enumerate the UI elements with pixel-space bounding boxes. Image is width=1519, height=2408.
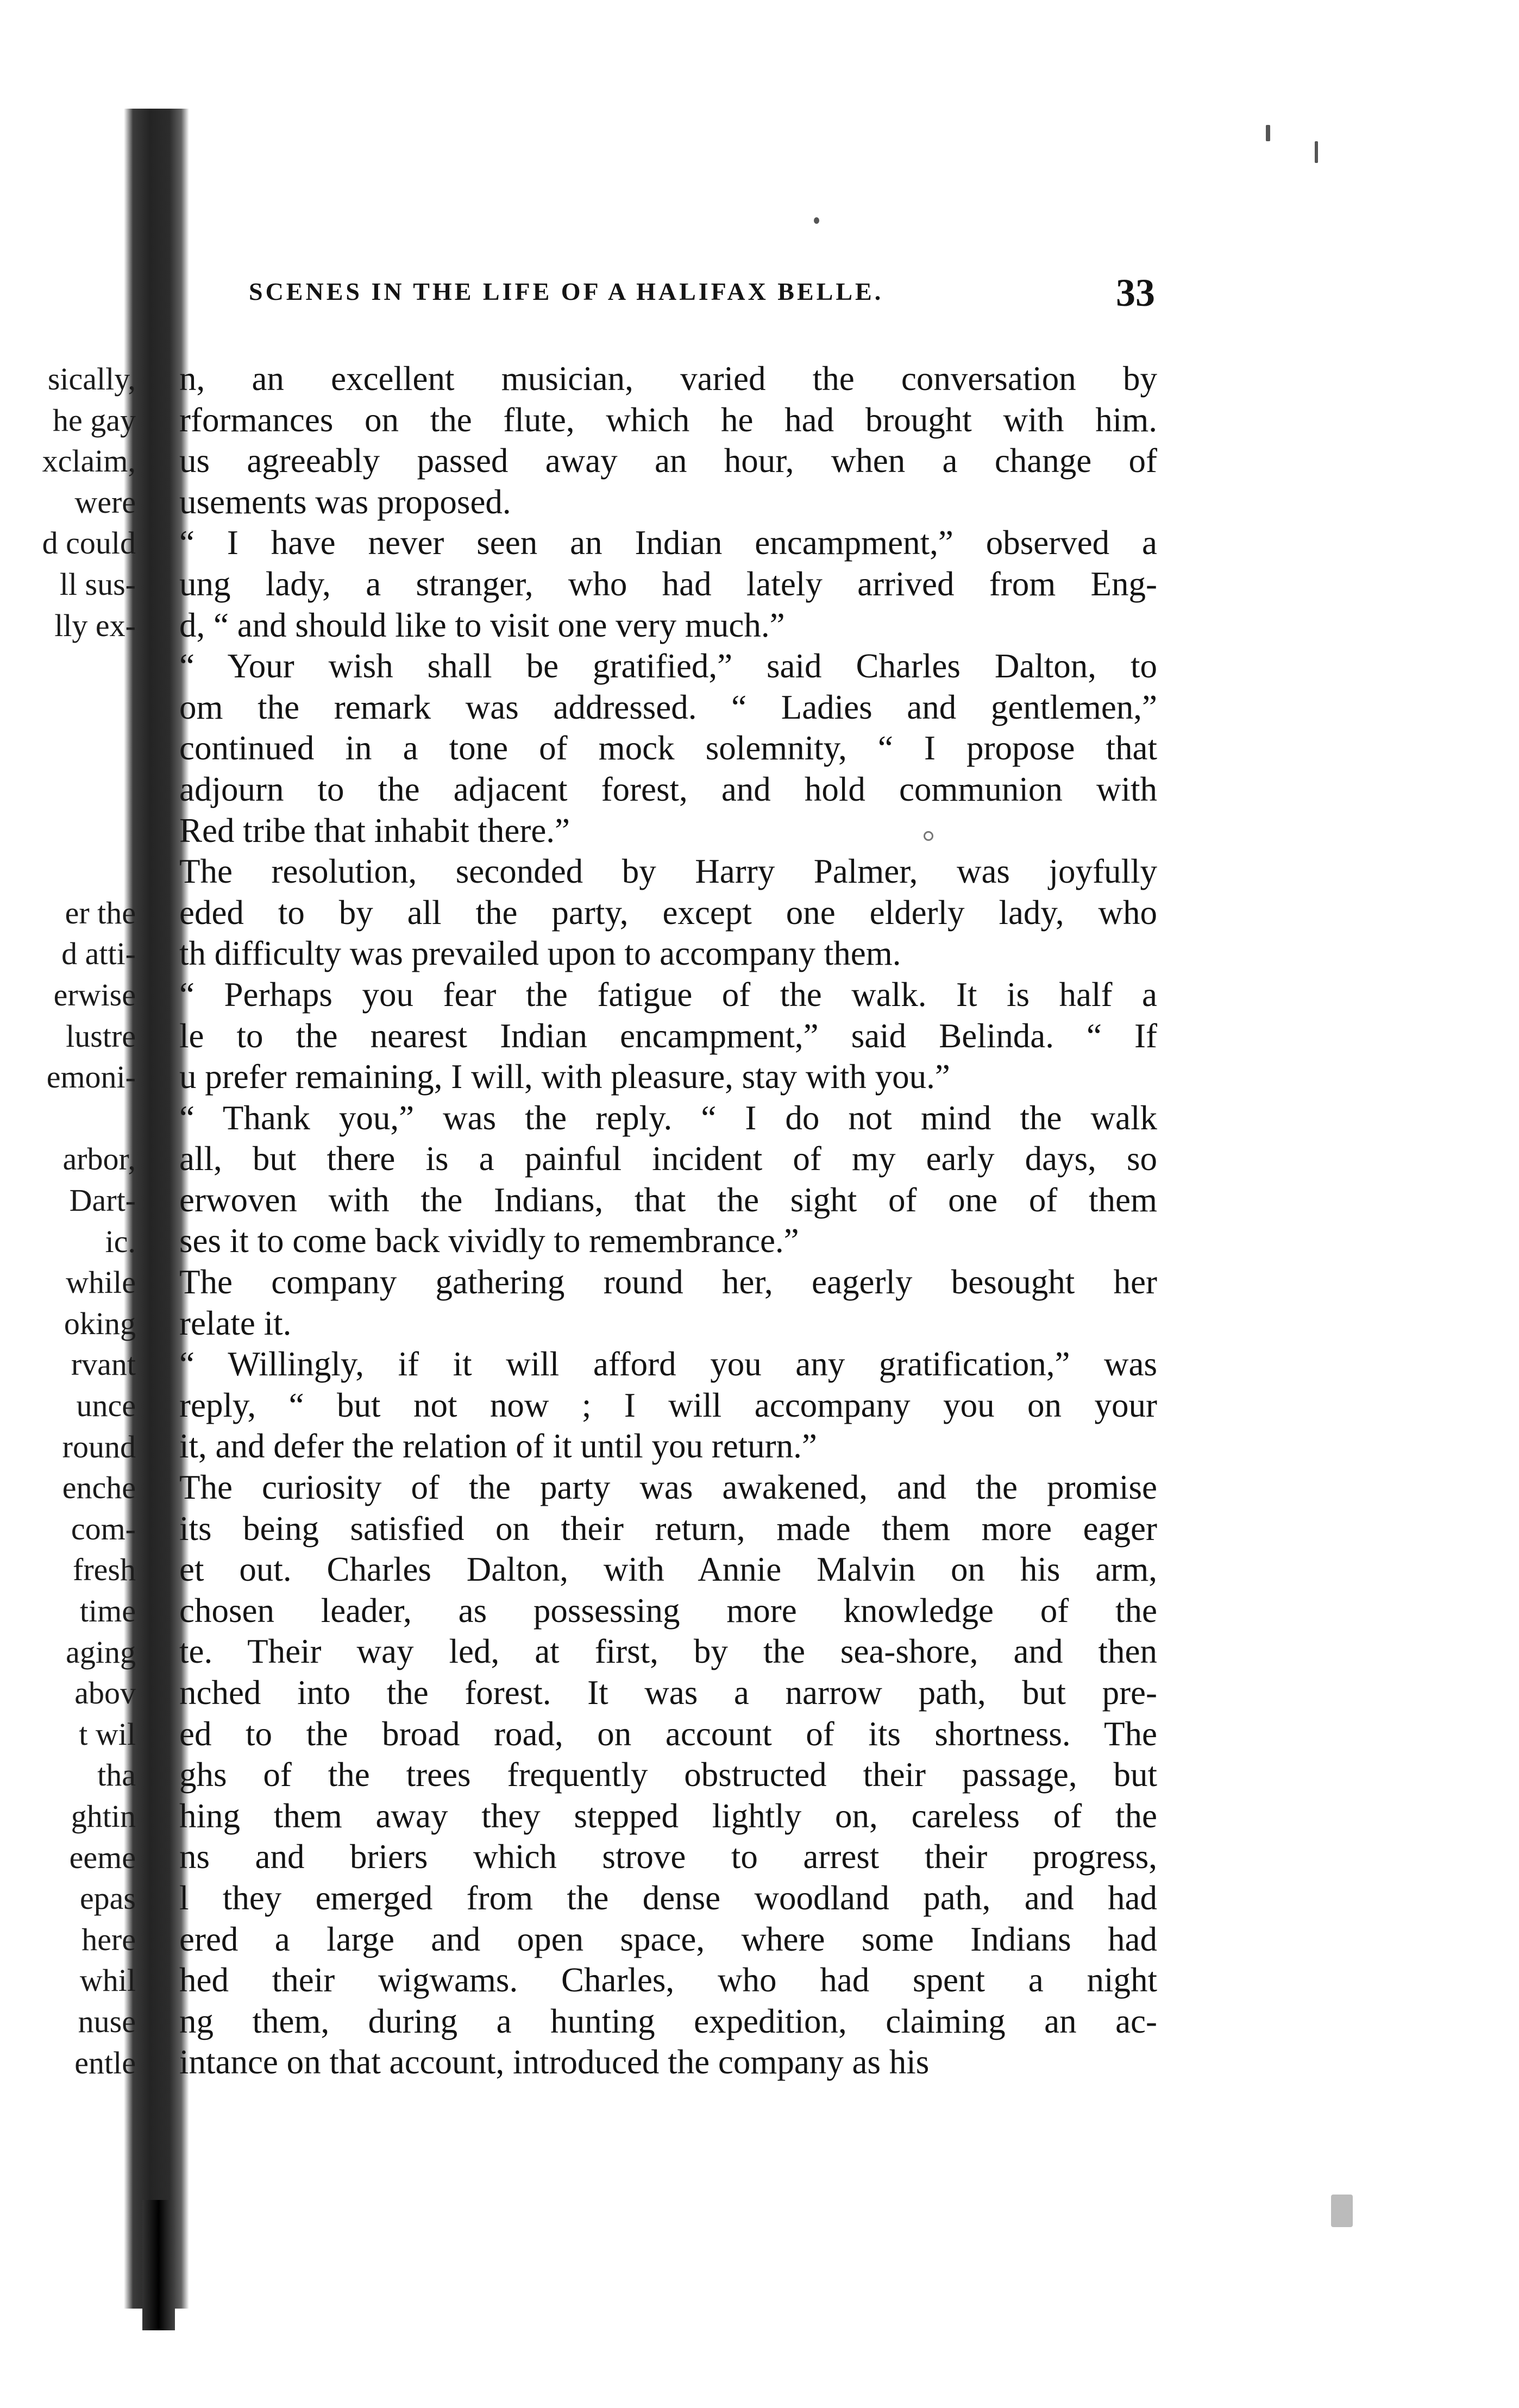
text-line: The company gathering round her, eagerly besought her [179,1263,1157,1302]
text-line: reply, “ but not now ; I will accompany you on your [179,1386,1157,1424]
facing-page-fragment: Dart- [69,1183,136,1218]
facing-page-fragment: com- [71,1511,136,1546]
binding-gutter-tail [142,2200,175,2330]
facing-page-fragment: round [62,1429,136,1464]
facing-page-fragment: emoni- [46,1059,136,1095]
text-line: hed their wigwams. Charles, who had spent a night [179,1961,1157,2000]
text-line: d, “ and should like to visit one very much.” [179,606,785,644]
text-line: ed to the broad road, on account of its shortness. The [179,1714,1157,1753]
text-line: erwoven with the Indians, that the sight of one of them [179,1180,1157,1219]
text-line: The curiosity of the party was awakened, and the promise [179,1468,1157,1507]
facing-page-fragment: t wil [79,1716,136,1752]
facing-page-fragment: fresh [73,1552,136,1588]
text-line: ng them, during a hunting expedition, claiming an ac- [179,2002,1157,2040]
ink-speck [814,217,819,224]
facing-page-fragment: ghtin [71,1799,136,1834]
text-line: The resolution, seconded by Harry Palmer, was joyfully [179,852,1157,891]
text-line: om the remark was addressed. “ Ladies and gentlemen,” [179,688,1157,726]
running-title: SCENES IN THE LIFE OF A HALIFAX BELLE. [249,278,884,305]
facing-page-fragment: er the [65,895,136,930]
text-line: u prefer remaining, I will, with pleasure, stay with you.” [179,1058,950,1096]
text-line: eded to by all the party, except one elderly lady, who [179,893,1157,932]
body-text [179,359,1157,2083]
page-number: 33 [1116,271,1155,315]
text-line: “ Your wish shall be gratified,” said Charles Dalton, to [179,647,1157,686]
text-line: hing them away they stepped lightly on, careless of the [179,1796,1157,1835]
text-line: ered a large and open space, where some Indians had [179,1920,1157,1958]
text-line: ghs of the trees frequently obstructed their passage, but [179,1756,1157,1794]
text-line: its being satisfied on their return, made them more eager [179,1509,1157,1548]
facing-page-fragment: erwise [53,977,136,1013]
facing-page-fragment: xclaim, [42,443,136,479]
facing-page-fragment: rvant [71,1347,136,1382]
facing-page-fragment: entle [74,2045,136,2080]
text-line: us agreeably passed away an hour, when a change of [179,442,1157,480]
ink-speck [924,831,933,841]
text-line: “ Perhaps you fear the fatigue of the walk. It is half a [179,975,1157,1014]
text-line: le to the nearest Indian encampment,” said Belinda. “ If [179,1016,1157,1055]
text-line: et out. Charles Dalton, with Annie Malvin on his arm, [179,1550,1157,1589]
running-header [249,271,1155,319]
facing-page-fragment: whil [79,1963,136,1998]
facing-page-fragment: he gay [53,402,136,438]
text-line: all, but there is a painful incident of my early days, so [179,1140,1157,1178]
facing-page-fragment: oking [64,1305,136,1341]
facing-page-fragment: lustre [66,1018,136,1054]
ink-speck [1315,141,1318,163]
text-line: th difficulty was prevailed upon to accompany them. [179,934,901,973]
text-line: relate it. [179,1304,292,1342]
facing-page-fragment: d could [42,525,136,561]
text-line: it, and defer the relation of it until you return.” [179,1427,817,1466]
facing-page-fragment: ll sus- [59,567,136,602]
text-line: intance on that account, introduced the company as his [179,2043,930,2082]
facing-page-fragment: unce [76,1388,136,1423]
facing-page-fragment: lly ex- [54,607,136,643]
text-line: usements was proposed. [179,482,511,521]
facing-page-fragment: sically, [47,361,136,397]
text-line: “ Thank you,” was the reply. “ I do not mind the walk [179,1098,1157,1137]
facing-page-fragment: nuse [78,2004,136,2039]
facing-page-fragment: eeme [69,1839,136,1875]
facing-page-fragment: ic. [105,1223,136,1259]
text-line: Red tribe that inhabit there.” [179,811,570,850]
facing-page-fragment: tha [97,1757,136,1793]
text-line: nched into the forest. It was a narrow path, but pre- [179,1674,1157,1712]
facing-page-fragment: arbor, [62,1141,136,1177]
text-line: chosen leader, as possessing more knowledge of the [179,1591,1157,1630]
text-line: “ Willingly, if it will afford you any gratification,” was [179,1345,1157,1384]
facing-page-fragment: d atti- [61,936,136,972]
ink-speck [1266,125,1270,141]
facing-page-fragment: epas [79,1881,136,1916]
text-line: ns and briers which strove to arrest their progress, [179,1838,1157,1876]
text-line: ses it to come back vividly to remembrance.” [179,1222,799,1260]
ink-speck [1331,2195,1353,2227]
facing-page-fragment: time [79,1593,136,1629]
text-line: “ I have never seen an Indian encampment,” observed a [179,524,1157,562]
text-line: te. Their way led, at first, by the sea-shore, and then [179,1632,1157,1671]
text-line: ung lady, a stranger, who had lately arrived from Eng- [179,564,1157,603]
facing-page-fragment: aging [66,1634,136,1670]
facing-page-fragment: while [66,1265,136,1300]
facing-page-fragment: abov [74,1675,136,1711]
text-line: n, an excellent musician, varied the conversation by [179,360,1157,398]
facing-page-fragment: enche [62,1470,136,1506]
text-line: continued in a tone of mock solemnity, “ I propose that [179,729,1157,768]
text-line: adjourn to the adjacent forest, and hold communion with [179,770,1157,808]
text-line: rformances on the flute, which he had brought with him. [179,400,1157,439]
facing-page-fragment: were [74,484,136,520]
text-line: l they emerged from the dense woodland path, and had [179,1878,1157,1917]
facing-page-fragment: here [81,1921,136,1957]
